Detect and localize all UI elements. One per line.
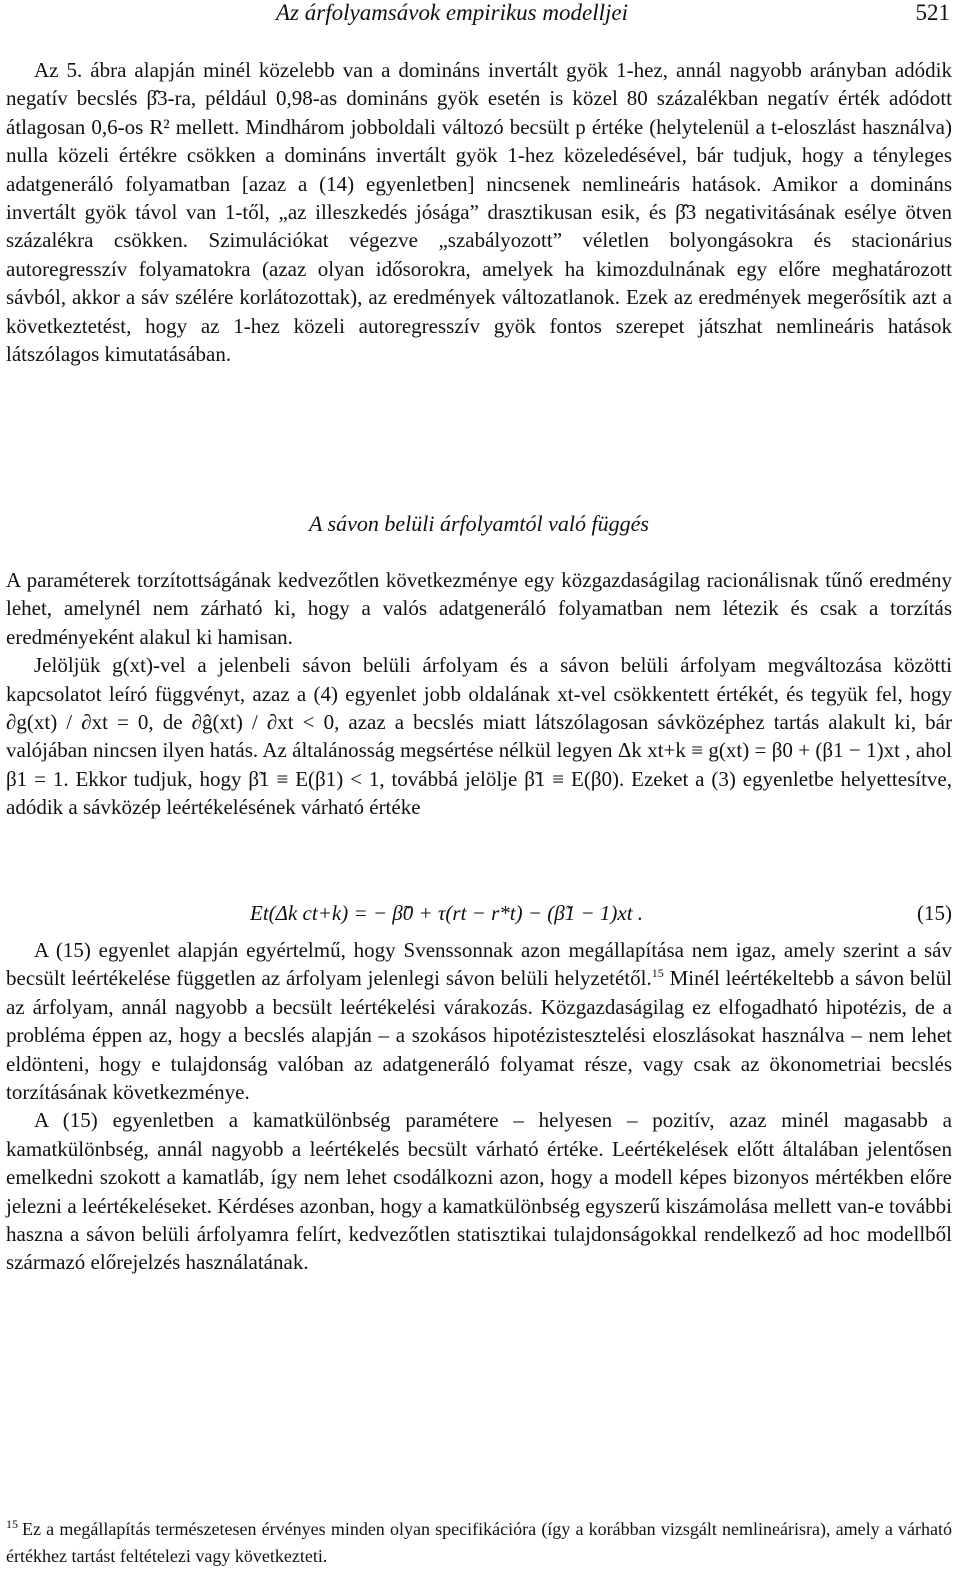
section-title: A sávon belüli árfolyamtól való függés	[309, 511, 649, 536]
paragraph-bias-consequence: A paraméterek torzítottságának kedvezőtlen következménye egy közgazdaságilag racionálisnak tűnő eredmény lehet, amelynél nem zárható ki, hogy a valós adatgeneráló folyamatban nem létezik és csak a torzítás eredményeként alakul ki hamisan.	[6, 568, 952, 649]
paragraph-notation: Jelöljük g(xt)-vel a jelenbeli sávon belüli árfolyam és a sávon belüli árfolyam megváltozása közötti kapcsolatot leíró függvényt, azaz a (4) egyenlet jobb oldalának xt-vel csökkentett értékét, és tegyük fel, hogy ∂g(xt) / ∂xt = 0, de ∂ĝ(xt) / ∂xt < 0, azaz a becslés miatt látszólagosan sávközéphez tartás alakult ki, bár valójában nincsen ilyen hatás. Az általánosság megsértése nélkül legyen Δk xt+k ≡ g(xt) = β0 + (β1 − 1)xt , ahol β1 = 1. Ekkor tudjuk, hogy β̃1 ≡ E(β1) < 1, továbbá jelölje β̃1 ≡ E(β0). Ezeket a (3) egyenletbe helyettesítve, adódik a sávközép leértékelésének várható értéke	[6, 653, 952, 820]
paragraph-interest-differential: A (15) egyenletben a kamatkülönbség paramétere – helyesen – pozitív, azaz minél magasabb a kamatkülönbség, annál nagyobb a leértékelés becsült várható értéke. Leértékelések előtt általában jelentősen emelkedni szokott a kamatláb, így nem lehet csodálkozni azon, hogy a modell képes bizonyos mértékben előre jelezni a leértékeléseket. Kérdéses azonban, hogy a kamatkülönbség egyszerű kiszámolása mellett van-e további haszna a sávon belüli árfolyamra felírt, kedvezőtlen statisztikai tulajdonságokkal rendelkező ad hoc modellből származó előrejelzés használatának.	[6, 1108, 952, 1275]
equation-body: Et(Δk ct+k) = − β̃0 + τ(rt − r*t) − (β̃1 − 1)xt .	[250, 901, 644, 925]
page-number: 521	[915, 0, 950, 25]
running-header	[6, 0, 952, 40]
equation-15	[6, 898, 952, 932]
running-title: Az árfolyamsávok empirikus modelljei	[276, 0, 628, 25]
paragraph-svensson-rest: Minél leértékeltebb a sávon belül az árfolyam, annál nagyobb a becsült leértékelési várakozás. Közgazdaságilag ez elfogadható hipotézis, de a probléma éppen az, hogy a becslés alapján – a szokásos hipotézistesztelési eloszlásokat használva – nem lehet eldönteni, hogy e tulajdonság valóban az adatgeneráló folyamat része, vagy csak az ökonometriai becslés torzításának következménye.	[6, 966, 952, 1105]
paragraph-svensson-start: A (15) egyenlet alapján egyértelmű, hogy Svenssonnak azon megállapítása nem igaz, amely szerint a sáv becsült leértékelése független az árfolyam jelenlegi sávon belüli helyzetétől.	[6, 938, 952, 991]
footnote	[6, 1516, 952, 1570]
equation-number: (15)	[917, 901, 952, 925]
paragraph-simulation-results: Az 5. ábra alapján minél közelebb van a domináns invertált gyök 1-hez, annál nagyobb arányban adódik negatív becslés β̂3-ra, például 0,98-as domináns gyök esetén is közel 80 százalékban negatív érték adódott átlagosan 0,6-os R² mellett. Mindhárom jobboldali változó becsült p értéke (helytelenül a t-eloszlást használva) nulla közeli értékre csökken a domináns invertált gyök 1-hez közeledésével, bár tudjuk, hogy a tényleges adatgeneráló folyamatban [azaz a (14) egyenletben] nincsenek nemlineáris hatások. Amikor a domináns invertált gyök távol van 1-től, „az illeszkedés jósága” drasztikusan esik, és β̂3 negativitásának esélye ötven százalékra csökken. Szimulációkat végezve „szabályozott” véletlen bolyongásokra és stacionárius autoregresszív folyamatokra (azaz olyan idősorokra, amelyek ha kimozdulnának egy előre meghatározott sávból, akkor a sáv szélére korlátozottak), az eredmények változatlanok. Ezek az eredmények megerősítik azt a következtetést, hogy az 1-hez közeli autoregresszív gyök fontos szerepet játszhat nemlineáris hatások látszólagos kimutatásában.	[6, 58, 952, 367]
paragraph-block-3	[6, 936, 952, 1277]
paragraph-block-1	[6, 56, 952, 368]
footnote-mark: 15	[6, 1517, 18, 1531]
footnote-text: Ez a megállapítás természetesen érvényes minden olyan specifikációra (így a korábban vizsgált nemlineárisra), amely a várható értékhez tartást feltételezi vagy következteti.	[6, 1519, 952, 1566]
footnote-reference: 15	[651, 966, 664, 981]
paragraph-svensson	[6, 936, 952, 1106]
paragraph-block-2	[6, 566, 952, 822]
